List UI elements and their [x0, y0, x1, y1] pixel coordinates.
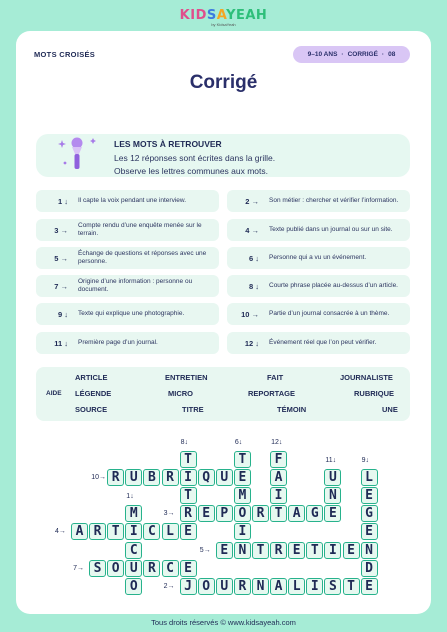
logo-part: S	[206, 8, 217, 23]
clue-text: Courte phrase placée au-dessus d’un article.	[269, 281, 398, 289]
grid-cell: E	[180, 560, 197, 577]
clue-number: 4 →	[245, 225, 259, 235]
microphone-icon	[56, 134, 102, 179]
clue-item	[227, 219, 410, 241]
clue-number: 5 →	[54, 253, 68, 263]
grid-number: 1↓	[126, 493, 134, 501]
grid-cell: I	[306, 578, 323, 595]
clue-item	[227, 190, 410, 212]
badge-dot: ·	[381, 51, 385, 58]
grid-number: 8↓	[180, 439, 188, 446]
grid-cell: Q	[198, 469, 215, 486]
grid-number: 9↓	[361, 457, 369, 465]
grid-cell: O	[107, 560, 124, 577]
grid-cell: L	[162, 523, 179, 540]
clue-text: Première page d’un journal.	[78, 338, 158, 346]
helper-word: REPORTAGE	[248, 389, 295, 398]
clue-text: Origine d’une information : personne ou document.	[78, 277, 193, 293]
clue-item	[36, 190, 219, 212]
grid-cell: E	[324, 505, 341, 522]
clue-text: Échange de questions et réponses avec une personne.	[78, 249, 207, 265]
grid-cell: F	[270, 451, 287, 468]
grid-cell: U	[216, 578, 233, 595]
logo-part: YEAH	[226, 8, 268, 23]
badge-age: 9–10 ANS	[307, 51, 338, 58]
level-badge	[293, 46, 410, 63]
grid-cell: T	[270, 505, 287, 522]
grid-cell: M	[234, 487, 251, 504]
logo	[0, 8, 447, 23]
clue-item	[36, 332, 219, 354]
clue-item	[227, 275, 410, 297]
helper-word: RUBRIQUE	[354, 389, 395, 398]
topic-label: MOTS CROISÉS	[34, 50, 96, 59]
helper-word: UNE	[382, 405, 398, 414]
badge-number: 08	[388, 51, 396, 58]
helper-word: ARTICLE	[75, 373, 108, 382]
clue-text: Texte publié dans un journal ou sur un site.	[269, 225, 393, 233]
clue-text: Partie d’un journal consacrée à un thème.	[269, 309, 390, 317]
grid-cell: T	[234, 451, 251, 468]
helper-word: FAIT	[267, 373, 284, 382]
grid-cell: E	[343, 542, 360, 559]
grid-cell: U	[216, 469, 233, 486]
grid-cell: G	[361, 505, 378, 522]
grid-cell: E	[216, 542, 233, 559]
logo-part: A	[216, 8, 227, 23]
grid-cell: T	[107, 523, 124, 540]
helper-word: LÉGENDE	[75, 389, 112, 398]
clue-number: 7 →	[54, 281, 68, 291]
grid-cell: E	[234, 469, 251, 486]
grid-cell: E	[288, 542, 305, 559]
grid-cell: T	[180, 487, 197, 504]
grid-cell: E	[361, 487, 378, 504]
clue-number: 12 ↓	[244, 338, 259, 348]
logo-part: KID	[179, 8, 207, 23]
grid-number: 4→	[55, 528, 66, 536]
grid-cell: A	[288, 505, 305, 522]
grid-cell: U	[125, 560, 142, 577]
grid-number: 7→	[73, 564, 84, 572]
grid-cell: R	[107, 469, 124, 486]
clue-number: 11 ↓	[54, 338, 68, 348]
clue-text: Personne qui a vu un événement.	[269, 253, 367, 261]
clue-number: 3 →	[54, 225, 68, 235]
grid-cell: L	[288, 578, 305, 595]
clue-item	[227, 303, 410, 325]
grid-cell: E	[198, 505, 215, 522]
clue-item	[36, 219, 219, 241]
grid-cell: M	[125, 505, 142, 522]
grid-cell: I	[324, 542, 341, 559]
grid-cell: A	[270, 578, 287, 595]
clue-number: 1 ↓	[57, 196, 68, 206]
grid-cell: R	[270, 542, 287, 559]
badge-type: CORRIGÉ	[347, 51, 378, 58]
grid-cell: D	[361, 560, 378, 577]
grid-cell: C	[125, 542, 142, 559]
helper-word: MICRO	[168, 389, 193, 398]
clue-number: 2 →	[245, 196, 259, 206]
grid-cell: U	[125, 469, 142, 486]
grid-cell: E	[180, 523, 197, 540]
grid-cell: I	[125, 523, 142, 540]
grid-cell: R	[143, 560, 160, 577]
grid-cell: B	[143, 469, 160, 486]
clue-number: 8 ↓	[248, 281, 259, 291]
clue-text: Événement réel que l’on peut vérifier.	[269, 338, 377, 346]
grid-cell: E	[361, 523, 378, 540]
grid-cell: R	[180, 505, 197, 522]
grid-cell: T	[306, 542, 323, 559]
grid-number: 6↓	[234, 439, 243, 446]
grid-cell: I	[270, 487, 287, 504]
grid-cell: S	[89, 560, 106, 577]
clue-item	[36, 303, 219, 325]
info-line: Les 12 réponses sont écrites dans la grille.	[114, 153, 276, 163]
grid-cell: R	[252, 505, 269, 522]
grid-cell: I	[180, 469, 197, 486]
clue-text: Son métier : chercher et vérifier l’information.	[269, 196, 399, 204]
clue-number: 10 →	[241, 309, 259, 319]
grid-cell: N	[361, 542, 378, 559]
grid-number: 11↓	[325, 457, 337, 465]
grid-cell: O	[125, 578, 142, 595]
grid-cell: P	[216, 505, 233, 522]
grid-number: 2→	[163, 582, 175, 590]
grid-cell: I	[234, 523, 251, 540]
grid-cell: O	[234, 505, 251, 522]
helper-word: JOURNALISTE	[340, 373, 393, 382]
grid-cell: N	[234, 542, 251, 559]
clue-text: Compte rendu d’une enquête menée sur le terrain.	[78, 221, 202, 237]
grid-number: 5→	[199, 546, 211, 554]
helper-word: ENTRETIEN	[165, 373, 208, 382]
info-line: Observe les lettres communes aux mots.	[114, 166, 269, 176]
clue-number: 6 ↓	[248, 253, 259, 263]
footer-copyright: Tous droits réservés © www.kidsayeah.com	[151, 618, 296, 627]
clue-item	[36, 247, 219, 269]
helper-label: AIDE	[46, 390, 62, 397]
grid-cell: R	[162, 469, 179, 486]
clue-text: Il capte la voix pendant une interview.	[78, 196, 187, 204]
badge-dot: ·	[341, 51, 344, 58]
page-title: Corrigé	[189, 72, 258, 93]
grid-cell: J	[180, 578, 197, 595]
helper-word: TÉMOIN	[277, 405, 307, 414]
grid-cell: R	[234, 578, 251, 595]
grid-cell: T	[252, 542, 269, 559]
grid-cell: A	[270, 469, 287, 486]
clue-item	[227, 332, 410, 354]
grid-cell: N	[252, 578, 269, 595]
clue-text: Texte qui explique une photographie.	[78, 309, 185, 317]
info-title: LES MOTS À RETROUVER	[114, 139, 222, 149]
grid-cell: A	[71, 523, 88, 540]
grid-cell: R	[89, 523, 106, 540]
grid-cell: C	[143, 523, 160, 540]
logo-tagline: by KidsaYeah	[211, 22, 236, 27]
grid-cell: N	[324, 487, 341, 504]
helper-word: TITRE	[182, 405, 204, 414]
clue-number: 9 ↓	[57, 309, 68, 319]
grid-number: 10→	[91, 474, 106, 482]
grid-cell: E	[361, 578, 378, 595]
grid-cell: O	[198, 578, 215, 595]
grid-cell: G	[306, 505, 323, 522]
grid-number: 3→	[163, 510, 175, 518]
grid-cell: U	[324, 469, 341, 486]
grid-cell: S	[324, 578, 341, 595]
clue-item	[227, 247, 410, 269]
clue-item	[36, 275, 219, 297]
grid-number: 12↓	[271, 439, 283, 446]
grid-cell: C	[162, 560, 179, 577]
helper-word: SOURCE	[75, 405, 108, 414]
grid-cell: T	[343, 578, 360, 595]
grid-cell: L	[361, 469, 378, 486]
grid-cell: T	[180, 451, 197, 468]
